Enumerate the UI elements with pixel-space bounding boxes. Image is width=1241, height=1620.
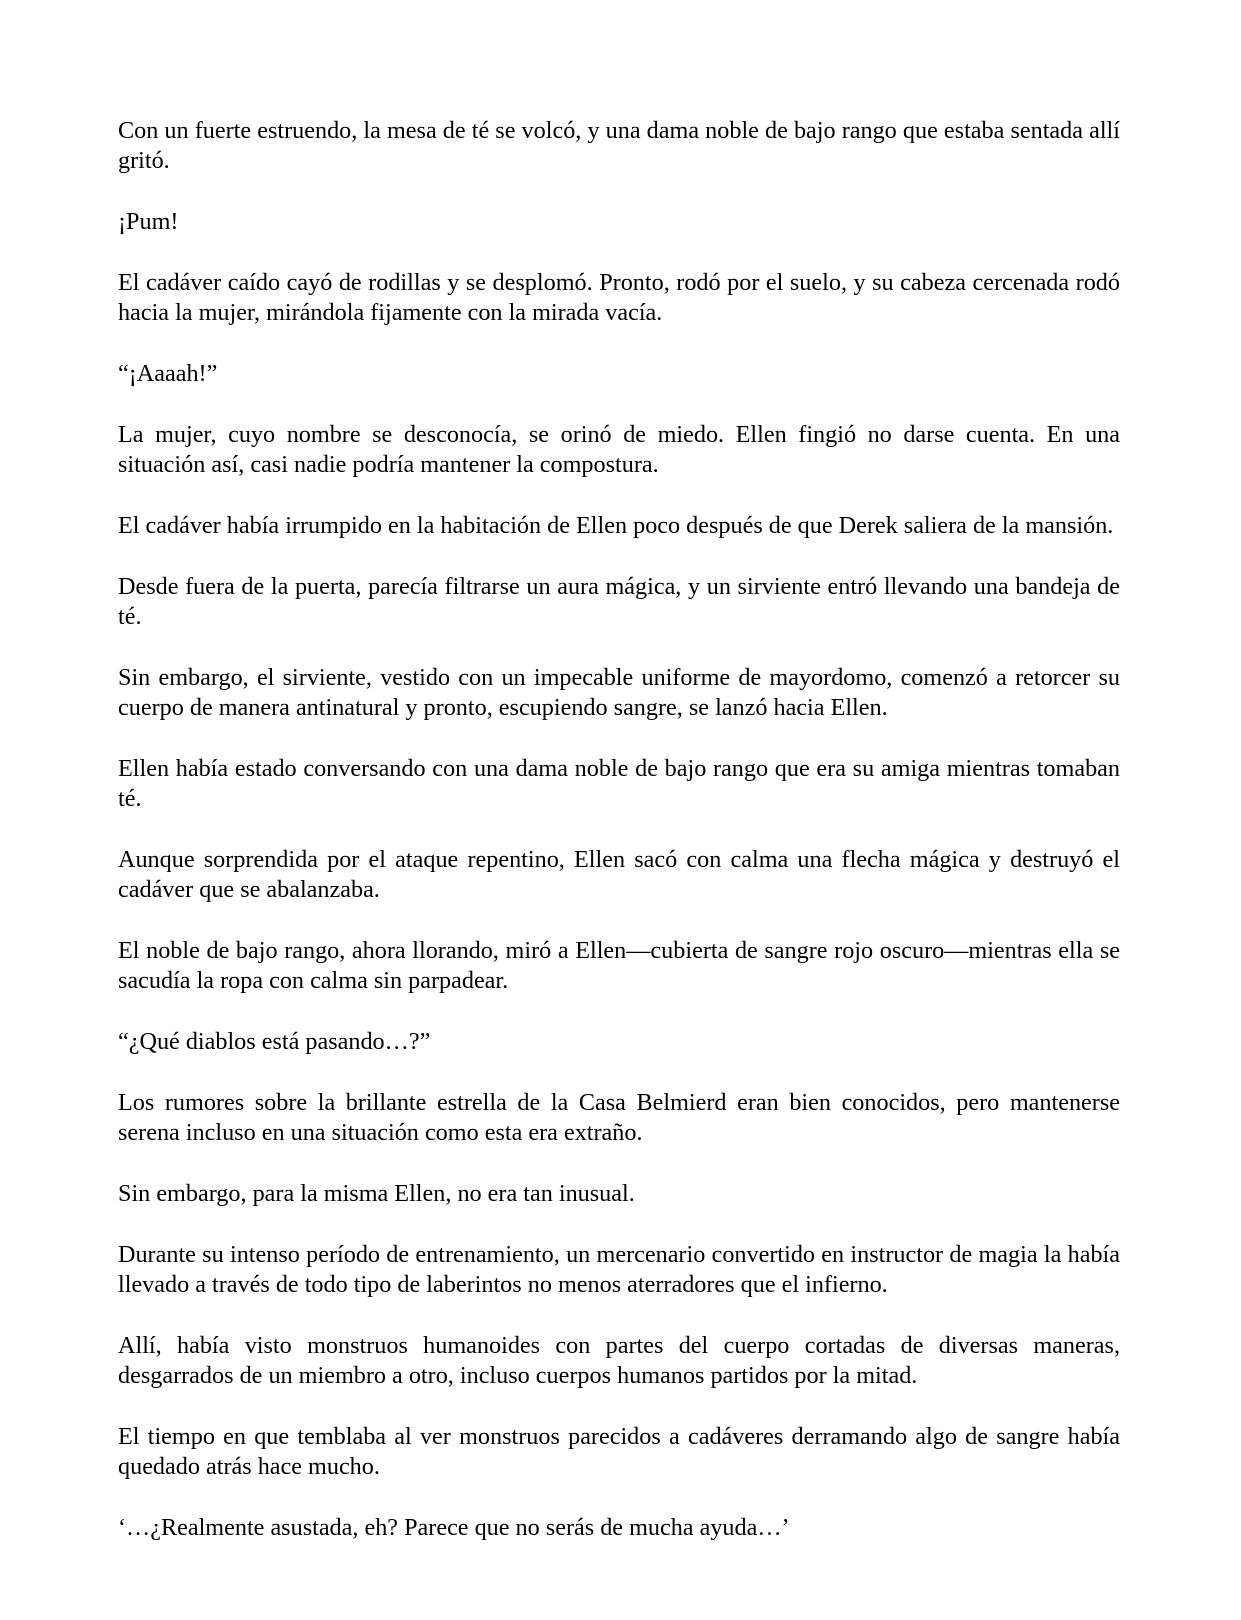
paragraph: ¡Pum!: [118, 208, 179, 235]
paragraph: El cadáver caído cayó de rodillas y se desplomó. Pronto, rodó por el suelo, y su cabeza cercenada rodó hacia la mujer, mirándola fijamente con la mirada vacía.: [118, 269, 1120, 326]
paragraph: “¿Qué diablos está pasando…?”: [118, 1028, 431, 1055]
paragraph: Los rumores sobre la brillante estrella de la Casa Belmierd eran bien conocidos, pero mantenerse serena incluso en una situación como esta era extraño.: [118, 1089, 1120, 1146]
paragraph: El tiempo en que temblaba al ver monstruos parecidos a cadáveres derramando algo de sangre había quedado atrás hace mucho.: [118, 1423, 1120, 1480]
paragraph: El noble de bajo rango, ahora llorando, miró a Ellen—cubierta de sangre rojo oscuro—mientras ella se sacudía la ropa con calma sin parpadear.: [118, 937, 1120, 994]
paragraph: Con un fuerte estruendo, la mesa de té se volcó, y una dama noble de bajo rango que estaba sentada allí gritó.: [118, 117, 1120, 174]
paragraph: “¡Aaaah!”: [118, 360, 218, 387]
paragraph: Ellen había estado conversando con una dama noble de bajo rango que era su amiga mientras tomaban té.: [118, 755, 1120, 812]
paragraph: Durante su intenso período de entrenamiento, un mercenario convertido en instructor de magia la había llevado a través de todo tipo de laberintos no menos aterradores que el infierno.: [118, 1241, 1120, 1298]
paragraph: Desde fuera de la puerta, parecía filtrarse un aura mágica, y un sirviente entró llevando una bandeja de té.: [118, 573, 1120, 630]
paragraph: ‘…¿Realmente asustada, eh? Parece que no serás de mucha ayuda…’: [118, 1514, 790, 1541]
paragraph: Sin embargo, el sirviente, vestido con un impecable uniforme de mayordomo, comenzó a retorcer su cuerpo de manera antinatural y pronto, escupiendo sangre, se lanzó hacia Ellen.: [118, 664, 1120, 721]
paragraph: Aunque sorprendida por el ataque repentino, Ellen sacó con calma una flecha mágica y destruyó el cadáver que se abalanzaba.: [118, 846, 1120, 903]
paragraph: El cadáver había irrumpido en la habitación de Ellen poco después de que Derek saliera de la mansión.: [118, 512, 1114, 539]
paragraph: La mujer, cuyo nombre se desconocía, se orinó de miedo. Ellen fingió no darse cuenta. En una situación así, casi nadie podría mantener la compostura.: [118, 421, 1120, 478]
paragraph: Allí, había visto monstruos humanoides con partes del cuerpo cortadas de diversas maneras, desgarrados de un miembro a otro, incluso cuerpos humanos partidos por la mitad.: [118, 1332, 1120, 1389]
paragraph: Sin embargo, para la misma Ellen, no era tan inusual.: [118, 1180, 635, 1207]
document-body: [118, 116, 1120, 1543]
